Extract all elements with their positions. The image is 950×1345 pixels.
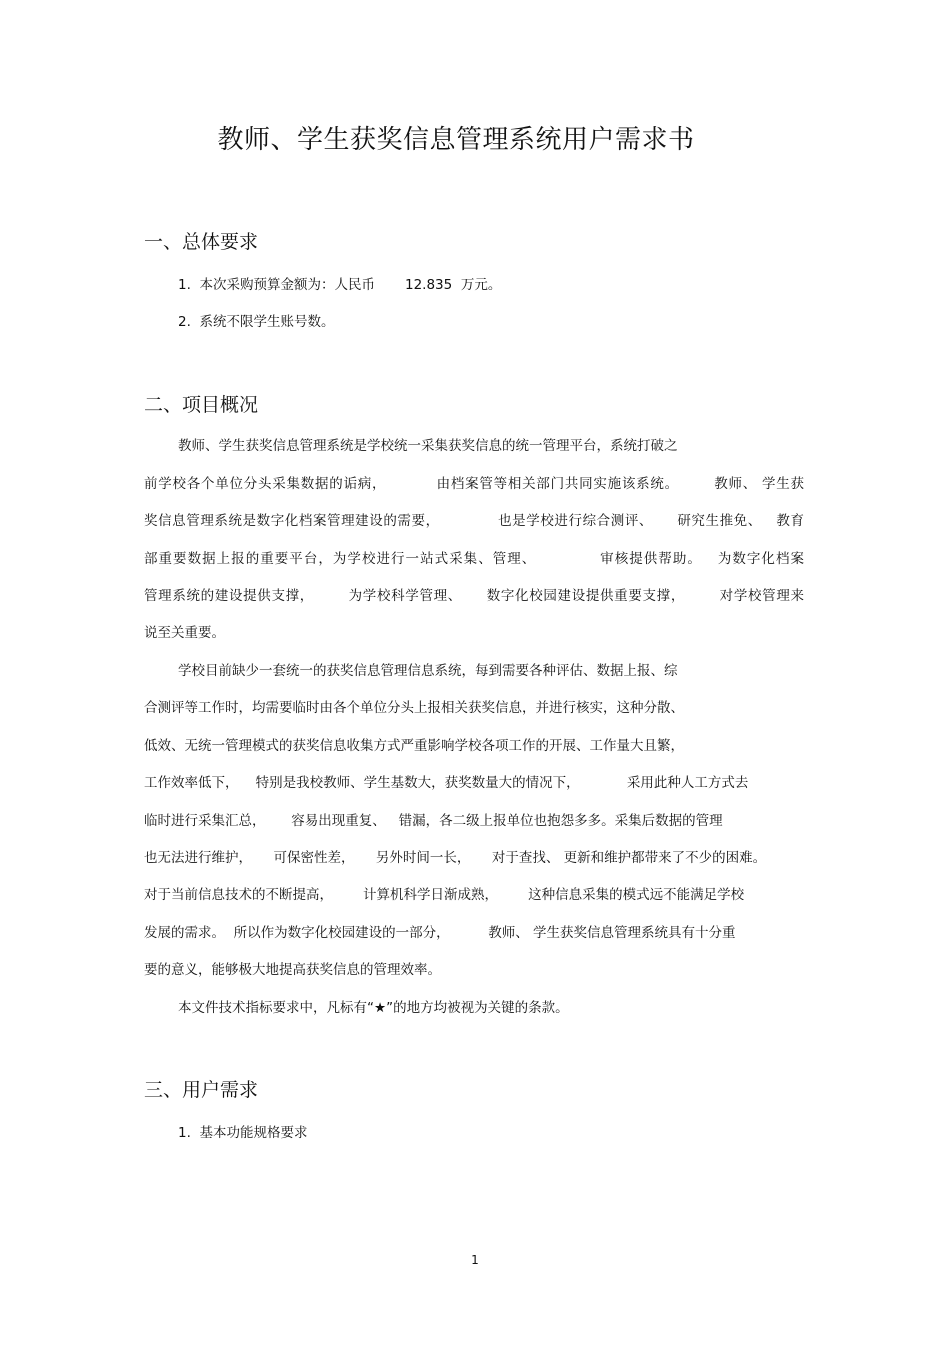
section-heading-project-overview: 二、项目概况 xyxy=(144,394,259,416)
section-heading-general-requirements: 一、总体要求 xyxy=(144,231,259,253)
paragraph-line: 低效、无统一管理模式的获奖信息收集方式严重影响学校各项工作的开展、工作量大且繁， xyxy=(144,738,684,754)
paragraph-line: 管理系统的建设提供支撑， 为学校科学管理、 数字化校园建设提供重要支撑， 对学校管理来 xyxy=(144,588,804,604)
paragraph-line: 奖信息管理系统是数字化档案管理建设的需要， 也是学校进行综合测评、 研究生推免、 教育 xyxy=(144,513,804,529)
paragraph-line: 工作效率低下， 特别是我校教师、学生基数大，获奖数量大的情况下， 采用此种人工方式去 xyxy=(144,775,749,791)
document-title: 教师、学生获奖信息管理系统用户需求书 xyxy=(217,125,695,155)
page-number: 1 xyxy=(471,1253,479,1267)
paragraph-line: 对于当前信息技术的不断提高， 计算机科学日渐成熟， 这种信息采集的模式远不能满足学校 xyxy=(144,887,745,903)
paragraph-line: 教师、学生获奖信息管理系统是学校统一采集获奖信息的统一管理平台，系统打破之 xyxy=(178,438,678,454)
paragraph-line: 也无法进行维护， 可保密性差， 另外时间一长， 对于查找、 更新和维护都带来了不少的困难。 xyxy=(144,850,767,866)
paragraph-line: 学校目前缺少一套统一的获奖信息管理信息系统，每到需要各种评估、数据上报、综 xyxy=(178,663,678,679)
paragraph-line: 说至关重要。 xyxy=(144,625,225,641)
list-item-budget: 1. 本次采购预算金额为：人民币 12.835 万元。 xyxy=(178,277,502,293)
paragraph-line: 本文件技术指标要求中，凡标有“★”的地方均被视为关键的条款。 xyxy=(178,1000,569,1016)
paragraph-line: 合测评等工作时，均需要临时由各个单位分头上报相关获奖信息，并进行核实，这种分散、 xyxy=(144,700,684,716)
paragraph-line: 发展的需求。 所以作为数字化校园建设的一部分， 教师、 学生获奖信息管理系统具有十分重 xyxy=(144,925,736,941)
paragraph-line: 部重要数据上报的重要平台，为学校进行一站式采集、管理、 审核提供帮助。 为数字化档案 xyxy=(144,551,804,567)
paragraph-line: 要的意义，能够极大地提高获奖信息的管理效率。 xyxy=(144,962,441,978)
section-heading-user-requirements: 三、用户需求 xyxy=(144,1079,259,1101)
list-item-student-accounts: 2. 系统不限学生账号数。 xyxy=(178,314,335,330)
list-item-basic-functions: 1. 基本功能规格要求 xyxy=(178,1125,308,1141)
paragraph-line: 前学校各个单位分头采集数据的诟病， 由档案管等相关部门共同实施该系统。 教师、 学生获 xyxy=(144,476,804,492)
paragraph-line: 临时进行采集汇总， 容易出现重复、 错漏，各二级上报单位也抱怨多多。采集后数据的管理 xyxy=(144,813,723,829)
